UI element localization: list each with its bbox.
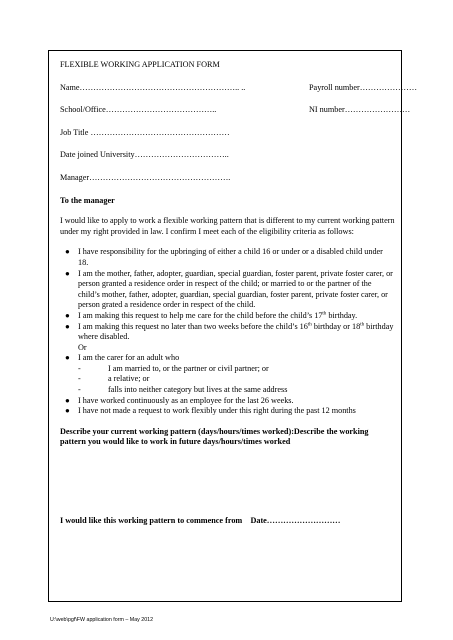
criterion-responsibility: [65, 247, 395, 268]
criterion-text: I am making this request no later than two weeks before the child’s 16: [78, 321, 308, 331]
criterion-text: I am the carer for an adult who: [78, 353, 180, 363]
job-title-field[interactable]: Job Title ……………………………………………: [60, 127, 230, 137]
sub-item-married: [78, 364, 395, 375]
working-pattern-heading: Describe your current working pattern (days/hours/times worked):Describe the working pattern you would like to work in future days/hours/times worked: [60, 426, 369, 447]
bullet-icon: ●: [65, 395, 70, 405]
footer-path: U:\web\pgf\FW application form – May 2012: [50, 617, 154, 623]
criterion-text: birthday or 18: [311, 321, 361, 331]
bullet-icon: ●: [65, 353, 70, 363]
criterion-text: I am making this request to help me care for the child before the child’s 17: [78, 310, 323, 320]
commence-row: [60, 516, 395, 527]
ni-number-field[interactable]: NI number……………………: [309, 105, 411, 115]
bullet-icon: ●: [65, 247, 70, 257]
criterion-text: birthday.: [326, 310, 358, 320]
school-office-field[interactable]: School/Office…………………………………..: [60, 105, 217, 115]
criterion-adult-carer: [65, 353, 395, 395]
working-pattern-answer-area[interactable]: [60, 458, 395, 516]
sub-item-text: a relative; or: [108, 374, 150, 384]
superscript: th: [360, 321, 365, 327]
criterion-text: I have worked continuously as an employee for the last 26 weeks.: [78, 395, 294, 405]
criterion-timing: [65, 321, 395, 354]
criterion-relationship: [65, 268, 395, 311]
superscript: th: [307, 321, 312, 327]
commence-label: I would like this working pattern to commence from: [60, 516, 243, 526]
bullet-icon: ●: [65, 406, 70, 416]
name-row: [60, 82, 418, 94]
superscript: th: [322, 311, 327, 317]
criterion-26-weeks: [65, 395, 395, 407]
criterion-child-17: [65, 310, 395, 322]
intro-paragraph: I would like to apply to work a flexible working pattern that is different to my current working pattern under my right provided in law. I confirm I meet each of the eligibility criteria as follows:: [60, 216, 395, 236]
criterion-text: I am the mother, father, adopter, guardian, special guardian, foster parent, private foster carer, or person granted a residence order in respect of the child; or married to or the partner of the child’s mother, father, adopter, guardian, special guardian, foster parent, private foster carer, or person grated a residence order in respect of the child.: [78, 268, 393, 310]
criterion-text: I have responsibility for the upbringing of either a child 16 or under or a disabled child under 18.: [78, 247, 383, 267]
name-field[interactable]: Name………………………………………………….. ..: [60, 82, 246, 92]
bullet-icon: ●: [65, 321, 70, 331]
criterion-no-prior-request: [65, 406, 395, 417]
sub-item-text: I am married to, or the partner or civil partner; or: [108, 363, 269, 373]
criterion-text: I have not made a request to work flexibly under this right during the past 12 months: [78, 406, 356, 416]
dash-marker: -: [78, 363, 81, 373]
sub-item-text: falls into neither category but lives at the same address: [108, 385, 288, 395]
bullet-icon: ●: [65, 268, 70, 278]
bullet-icon: ●: [65, 310, 70, 320]
sub-item-relative: [78, 374, 395, 385]
form-content: [60, 60, 418, 537]
commence-date-field[interactable]: Date………………………: [250, 516, 341, 526]
payroll-number-field[interactable]: Payroll number…………………: [309, 82, 418, 92]
sub-item-same-address: [78, 385, 395, 396]
eligibility-criteria-list: [60, 247, 395, 417]
manager-field[interactable]: Manager…………………………………………….: [60, 172, 231, 182]
form-title: FLEXIBLE WORKING APPLICATION FORM: [60, 60, 220, 69]
or-label: Or: [78, 342, 87, 352]
school-row: [60, 105, 411, 116]
criterion-text: birthday where disabled.: [78, 321, 394, 342]
dash-marker: -: [78, 374, 81, 384]
date-joined-field[interactable]: Date joined University……………………………..: [60, 150, 229, 160]
to-manager-heading: To the manager: [60, 195, 115, 205]
dash-marker: -: [78, 385, 81, 395]
